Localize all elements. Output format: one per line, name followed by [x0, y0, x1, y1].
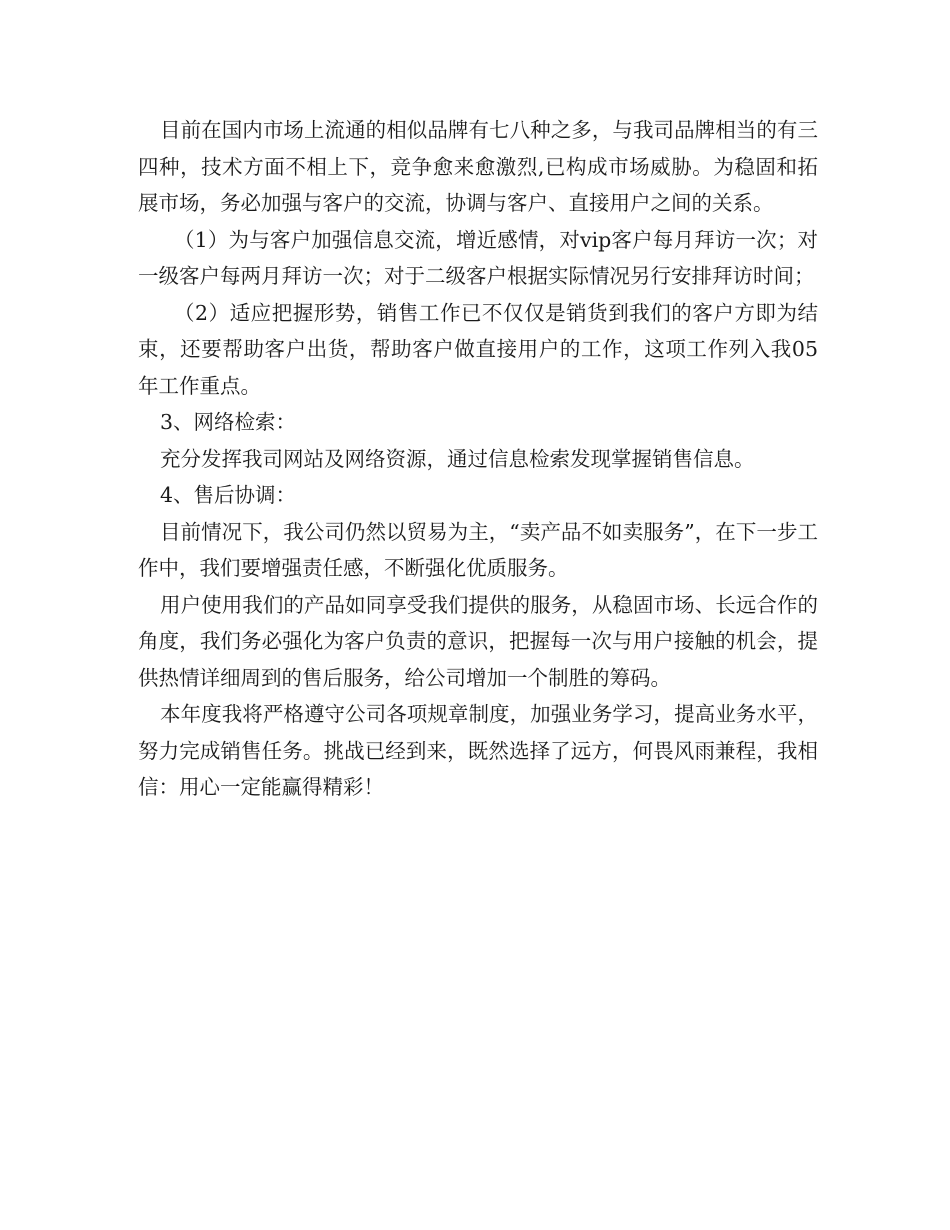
paragraph-sales-situation: （2）适应把握形势，销售工作已不仅仅是销货到我们的客户方即为结束，还要帮助客户出货，帮助客户做直接用户的工作，这项工作列入我05年工作重点。	[138, 300, 818, 398]
paragraph-market-competition: 目前在国内市场上流通的相似品牌有七八种之多，与我司品牌相当的有三四种，技术方面不相上下，竞争愈来愈激烈,已构成市场威胁。为稳固和拓展市场，务必加强与客户的交流，协调与客户、直接用户之间的关系。	[138, 118, 818, 215]
paragraph-current-situation: 目前情况下，我公司仍然以贸易为主，“卖产品不如卖服务”，在下一步工作中，我们要增强责任感，不断强化优质服务。	[138, 519, 818, 580]
paragraph-network-resources: 充分发挥我司网站及网络资源，通过信息检索发现掌握销售信息。	[160, 446, 755, 471]
heading-network-search: 3、网络检索：	[160, 410, 297, 434]
paragraph-customer-visits: （1）为与客户加强信息交流，增近感情，对vip客户每月拜访一次；对一级客户每两月拜访一次；对于二级客户根据实际情况另行安排拜访时间；	[138, 227, 818, 288]
heading-after-sales: 4、售后协调：	[160, 483, 297, 507]
document-page	[138, 112, 818, 806]
paragraph-customer-service: 用户使用我们的产品如同享受我们提供的服务，从稳固市场、长远合作的角度，我们务必强化为客户负责的意识，把握每一次与用户接触的机会，提供热情详细周到的售后服务，给公司增加一个制胜的筹码。	[138, 592, 818, 690]
paragraph-annual-commitment: 本年度我将严格遵守公司各项规章制度，加强业务学习，提高业务水平，努力完成销售任务。挑战已经到来，既然选择了远方，何畏风雨兼程，我相信：用心一定能赢得精彩！	[138, 702, 818, 799]
